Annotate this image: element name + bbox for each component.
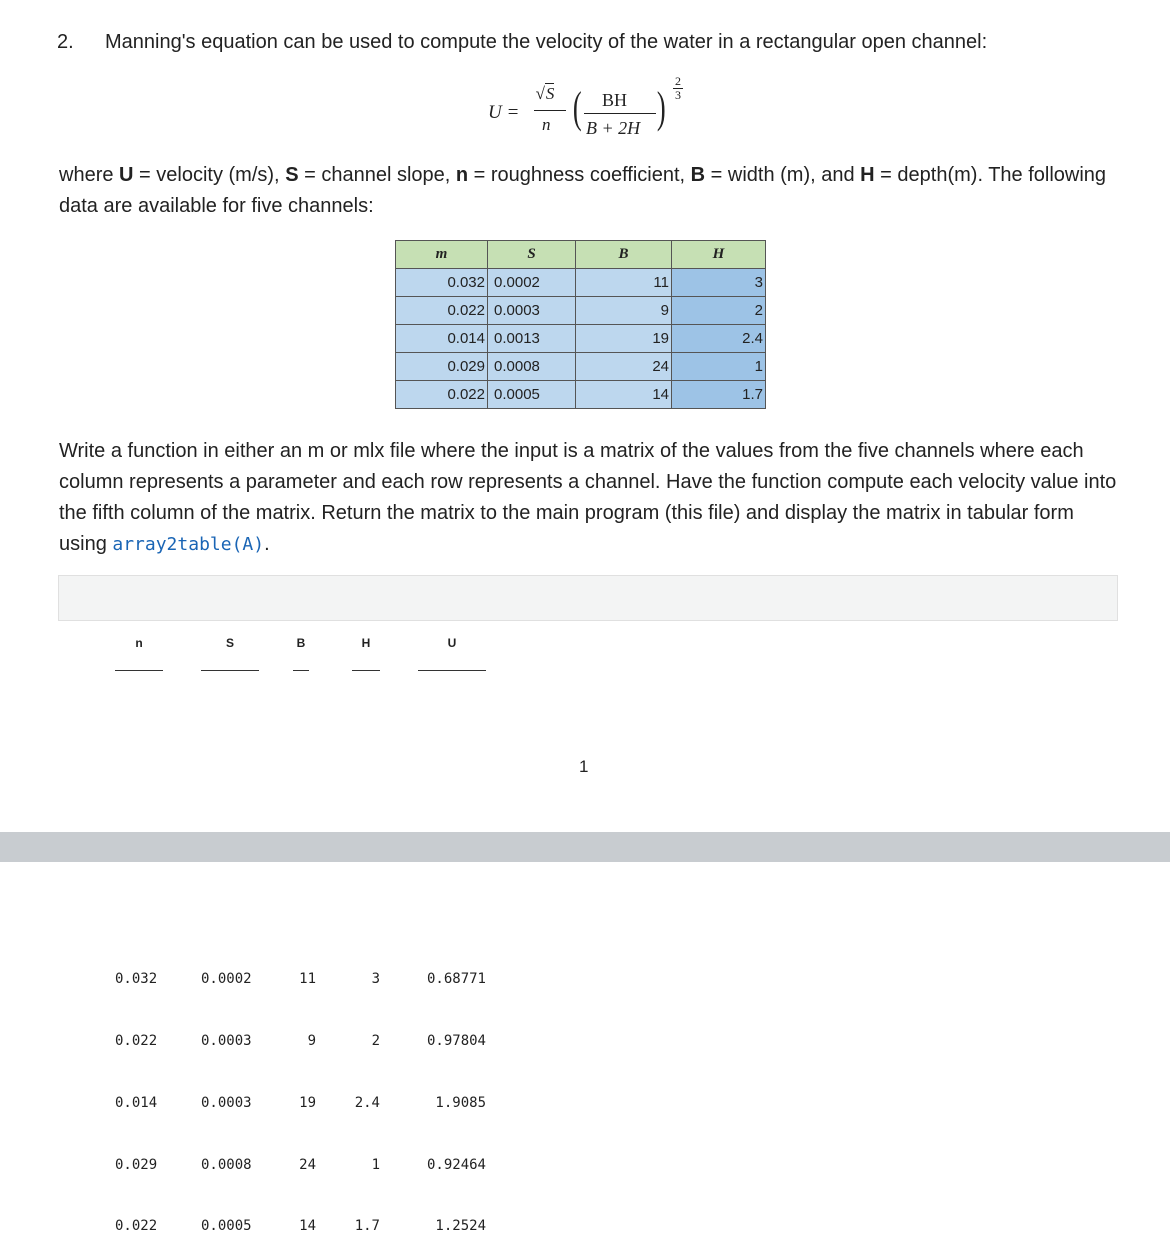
page-divider — [0, 832, 1170, 862]
table-cell: 19 — [576, 325, 672, 353]
text-run: = width (m), and — [705, 164, 861, 186]
table-cell: 0.022 — [396, 381, 488, 409]
table-cell: 2.4 — [672, 325, 766, 353]
fraction-bar — [534, 110, 566, 111]
equation-inner-denominator: B + 2H — [586, 118, 641, 138]
table-row — [396, 297, 766, 325]
text-run: where — [59, 164, 120, 186]
header-underline — [418, 670, 486, 671]
header-cell: B — [576, 241, 672, 269]
radical-sign: √ — [535, 84, 545, 103]
table-cell: 0.032 — [396, 269, 488, 297]
text-run: = depth(m). The following data are available for five channels: — [59, 164, 1107, 217]
output-cell: 0.68771 — [426, 971, 486, 988]
output-cell: 0.032 — [115, 971, 158, 988]
fraction-bar — [584, 113, 656, 114]
output-cell: 0.0003 — [201, 1032, 252, 1049]
output-cell: 0.92464 — [426, 1156, 486, 1173]
right-paren: ) — [656, 83, 666, 132]
output-header-n: n — [135, 636, 143, 650]
output-cell: 19 — [299, 1094, 316, 1111]
table-row — [396, 325, 766, 353]
output-cell: 0.029 — [115, 1156, 158, 1173]
output-cell: 0.0003 — [201, 1094, 252, 1111]
table-header-row — [396, 241, 766, 269]
output-cell: 1.7 — [354, 1218, 380, 1235]
manning-equation — [486, 76, 696, 144]
output-cell: 1.2524 — [435, 1218, 486, 1235]
output-column-1 — [115, 928, 167, 1258]
equation-first-denominator: n — [542, 115, 551, 134]
equation-first-fraction — [526, 84, 564, 106]
output-cell: 0.97804 — [426, 1032, 486, 1049]
sqrt-argument: S — [545, 84, 555, 103]
channel-data-table — [395, 240, 766, 409]
var-u: U — [119, 164, 134, 186]
table-cell: 24 — [576, 353, 672, 381]
text-run: = roughness coefficient, — [468, 164, 691, 186]
output-column-4 — [348, 928, 380, 1258]
header-underline — [293, 670, 309, 671]
instructions-paragraph — [59, 436, 1119, 560]
equation-exponent — [673, 76, 683, 101]
code-cell[interactable] — [58, 575, 1118, 621]
table-row — [396, 381, 766, 409]
output-cell: 9 — [307, 1032, 316, 1049]
page-number: 1 — [579, 757, 589, 776]
table-cell: 14 — [576, 381, 672, 409]
output-cell: 14 — [299, 1218, 316, 1235]
table-cell: 0.0013 — [488, 325, 576, 353]
table-cell: 2 — [672, 297, 766, 325]
output-cell: 0.0008 — [201, 1156, 252, 1173]
table-cell: 9 — [576, 297, 672, 325]
instructions-text: Write a function in either an m or mlx file where the input is a matrix of the values from the five channels where each column represents a parameter and each row represents a channel. Have the function compute each velocity value into the fifth column of the matrix. Return the matrix to the main program (this file) and display the matrix in tabular form using — [59, 440, 1117, 555]
header-underline — [352, 670, 380, 671]
output-cell: 1.9085 — [435, 1094, 486, 1111]
output-cell: 2 — [371, 1032, 380, 1049]
output-header-h: H — [361, 636, 371, 650]
header-cell: H — [672, 241, 766, 269]
equation-inner-numerator: BH — [602, 90, 628, 110]
output-column-3 — [290, 928, 316, 1258]
var-n: n — [455, 164, 469, 186]
output-cell: 11 — [299, 971, 316, 988]
table-cell: 0.022 — [396, 297, 488, 325]
table-row — [396, 269, 766, 297]
output-cell: 24 — [299, 1156, 316, 1173]
output-column-5 — [412, 928, 486, 1258]
var-h: H — [860, 164, 875, 186]
output-cell: 0.014 — [115, 1094, 158, 1111]
question-heading — [57, 31, 987, 54]
table-cell: 0.0008 — [488, 353, 576, 381]
text-run: = velocity (m/s), — [133, 164, 286, 186]
left-paren: ( — [572, 83, 582, 132]
question-number: 2. — [57, 31, 74, 53]
output-cell: 1 — [371, 1156, 380, 1173]
header-underline — [201, 670, 259, 671]
table-cell: 0.0005 — [488, 381, 576, 409]
inline-code: array2table(A) — [112, 534, 265, 555]
output-header-s: S — [225, 636, 234, 650]
exponent-numerator: 2 — [675, 74, 681, 88]
table-row — [396, 353, 766, 381]
output-cell: 0.022 — [115, 1218, 158, 1235]
table-cell: 1 — [672, 353, 766, 381]
output-header-b: B — [296, 636, 306, 650]
table-cell: 3 — [672, 269, 766, 297]
header-underline — [115, 670, 163, 671]
header-cell: m — [396, 241, 488, 269]
table-cell: 0.014 — [396, 325, 488, 353]
output-cell: 0.022 — [115, 1032, 158, 1049]
table-cell: 0.029 — [396, 353, 488, 381]
table-cell: 0.0003 — [488, 297, 576, 325]
exponent-denominator: 3 — [675, 88, 681, 102]
output-cell: 0.0002 — [201, 971, 252, 988]
output-cell: 2.4 — [354, 1094, 380, 1111]
output-column-2 — [201, 928, 261, 1258]
header-cell: S — [488, 241, 576, 269]
table-cell: 0.0002 — [488, 269, 576, 297]
table-cell: 1.7 — [672, 381, 766, 409]
output-header-u: U — [447, 636, 457, 650]
instructions-end: . — [264, 533, 270, 555]
output-cell: 3 — [371, 971, 380, 988]
var-s: S — [285, 164, 299, 186]
equation-lhs: U = — [488, 102, 520, 123]
definitions-paragraph — [59, 160, 1119, 222]
var-b: B — [690, 164, 706, 186]
table-cell: 11 — [576, 269, 672, 297]
question-text: Manning's equation can be used to compute the velocity of the water in a rectangular open channel: — [105, 31, 988, 53]
text-run: = channel slope, — [298, 164, 456, 186]
output-cell: 0.0005 — [201, 1218, 252, 1235]
